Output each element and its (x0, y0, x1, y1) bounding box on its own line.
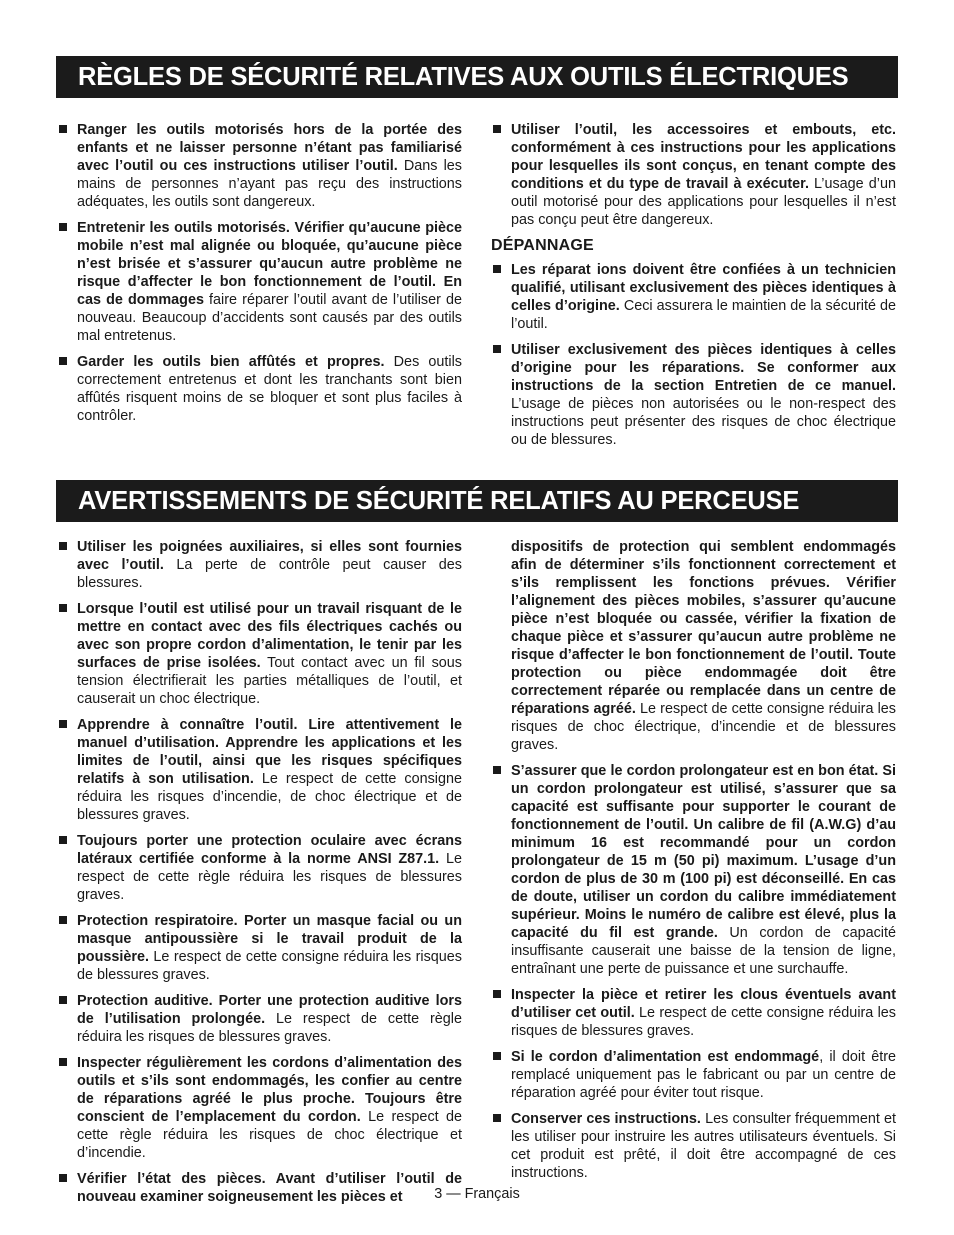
square-bullet-icon (59, 720, 67, 728)
square-bullet-icon (59, 223, 67, 231)
square-bullet-icon (59, 1174, 67, 1182)
section2-right-list (491, 538, 896, 1182)
section-title-drill-warnings: AVERTISSEMENTS DE SÉCURITÉ RELATIFS AU PERCEUSE (56, 480, 898, 522)
square-bullet-icon (59, 1058, 67, 1066)
square-bullet-icon (59, 357, 67, 365)
troubleshooting-list (491, 261, 896, 449)
list-item: Inspecter régulièrement les cordons d’alimentation des outils et s’ils sont endommagés, les confier au centre de réparations agréé le plus proche. Toujours être conscient de l’emplacement du cordon. Le respect de cette règle réduira les risques de choc électrique et d’incendie. (57, 1054, 462, 1162)
square-bullet-icon (493, 990, 501, 998)
list-item: Toujours porter une protection oculaire avec écrans latéraux certifiée conforme à la norme ANSI Z87.1. Le respect de cette règle réduira les risques de blessures graves. (57, 832, 462, 904)
list-item: Lorsque l’outil est utilisé pour un travail risquant de le mettre en contact avec des fils électriques cachés ou avec son propre cordon d’alimentation, le tenir par les surfaces de prise isolées. Tout contact avec un fil sous tension électrifierait les parties métalliques de l’outil, et causerait un choc électrique. (57, 600, 462, 708)
subheading-troubleshooting: DÉPANNAGE (491, 237, 594, 254)
page-footer: 3 — Français (434, 1186, 520, 1202)
square-bullet-icon (493, 1052, 501, 1060)
section2-right-column (491, 538, 896, 1190)
square-bullet-icon (59, 916, 67, 924)
section2-left-column (57, 538, 462, 1214)
square-bullet-icon (59, 125, 67, 133)
list-item: Utiliser les poignées auxiliaires, si elles sont fournies avec l’outil. La perte de contrôle peut causer des blessures. (57, 538, 462, 592)
list-item: Vérifier l’état des pièces. Avant d’utiliser l’outil de nouveau examiner soigneusement les pièces et (57, 1170, 462, 1206)
list-item: Entretenir les outils motorisés. Vérifier qu’aucune pièce mobile n’est mal alignée ou bloquée, qu’aucune pièce n’est brisée et s’assurer qu’aucun autre problème ne risque d’affecter le bon fonctionnement de l’outil. En cas de dommages faire réparer l’outil avant de l’utiliser de nouveau. Beaucoup d’accidents sont causés par des outils mal entretenus. (57, 219, 462, 345)
square-bullet-icon (493, 766, 501, 774)
list-item: Garder les outils bien affûtés et propres. Des outils correctement entretenus et dont les tranchants sont bien affûtés risquent moins de se bloquer et sont plus faciles à contrôler. (57, 353, 462, 425)
square-bullet-icon (59, 996, 67, 1004)
list-item: Ranger les outils motorisés hors de la portée des enfants et ne laisser personne n’étant pas familiarisé avec l’outil ou ces instructions utiliser l’outil. Dans les mains de personnes n’ayant pas reçu des instructions adéquates, les outils sont dangereux. (57, 121, 462, 211)
list-item: S’assurer que le cordon prolongateur est en bon état. Si un cordon prolongateur est utilisé, s’assurer que sa capacité est suffisante pour supporter le courant de fonctionnement de l’outil. Un calibre de fil (A.W.G) d’au minimum 16 est recommandé pour un cordon prolongateur de 15 m (50 pi) maximum. L’usage d’un cordon de plus de 30 m (100 pi) est déconseillé. En cas de doute, utiliser un cordon du calibre immédiatement supérieur. Moins le numéro de calibre est élevé, plus la capacité du fil est grande. Un cordon de capacité insuffisante causerait une baisse de la tension de ligne, entraînant une perte de puissance et une surchauffe. (491, 762, 896, 978)
list-item-continuation: dispositifs de protection qui semblent endommagés afin de déterminer s’ils fonctionnent correctement et s’ils remplissent les fonctions prévues. Vérifier l’alignement des pièces mobiles, s’assurer qu’aucune pièce n’est bloquée ou cassée, vérifier la fixation de chaque pièce et s’assurer qu’aucun autre problème ne risque d’affecter le bon fonctionnement de l’outil. Toute protection ou pièce endommagée doit être correctement réparée ou remplacée dans un centre de réparations agréé. Le respect de cette consigne réduira les risques de choc électrique, d’incendie et de blessures graves. (511, 539, 896, 753)
list-item: Apprendre à connaître l’outil. Lire attentivement le manuel d’utilisation. Apprendre les applications et les limites de l’outil, ainsi que les risques spécifiques relatifs à son utilisation. Le respect de cette consigne réduira les risques d’incendie, de choc électrique et de blessures graves. (57, 716, 462, 824)
square-bullet-icon (493, 265, 501, 273)
list-item: Les réparat ions doivent être confiées à un technicien qualifié, utilisant exclusivement des pièces identiques à celles d’origine. Ceci assurera le maintien de la sécurité de l’outil. (491, 261, 896, 333)
square-bullet-icon (493, 345, 501, 353)
square-bullet-icon (493, 125, 501, 133)
list-item: Si le cordon d’alimentation est endommagé, il doit être remplacé uniquement pas le fabricant ou par un centre de réparation agréé pour éviter tout risque. (491, 1048, 896, 1102)
section1-left-column (57, 121, 462, 433)
section2-left-list (57, 538, 462, 1206)
section-title-power-tool-safety: RÈGLES DE SÉCURITÉ RELATIVES AUX OUTILS ÉLECTRIQUES (56, 56, 898, 98)
section1-right-column (491, 121, 896, 457)
square-bullet-icon (59, 604, 67, 612)
list-item: Protection auditive. Porter une protection auditive lors de l’utilisation prolongée. Le respect de cette règle réduira les risques de blessures graves. (57, 992, 462, 1046)
square-bullet-icon (59, 542, 67, 550)
square-bullet-icon (493, 1114, 501, 1122)
list-item: Utiliser l’outil, les accessoires et embouts, etc. conformément à ces instructions pour les applications pour lesquelles ils sont conçus, en tenant compte des conditions et du type de travail à exécuter. L’usage d’un outil motorisé pour des applications pour lesquelles il n’est pas conçu peut être dangereux. (491, 121, 896, 229)
list-item: Protection respiratoire. Porter un masque facial ou un masque antipoussière si le travail produit de la poussière. Le respect de cette consigne réduira les risques de blessures graves. (57, 912, 462, 984)
list-item: Conserver ces instructions. Les consulter fréquemment et les utiliser pour instruire les autres utilisateurs éventuels. Si cet produit est prêté, il doit être accompagné de ces instructions. (491, 1110, 896, 1182)
section1-right-list (491, 121, 896, 229)
section1-left-list (57, 121, 462, 425)
list-item: Inspecter la pièce et retirer les clous éventuels avant d’utiliser cet outil. Le respect de cette consigne réduira les risques de blessures graves. (491, 986, 896, 1040)
list-item: Utiliser exclusivement des pièces identiques à celles d’origine pour les réparations. Se conformer aux instructions de la section Entretien de ce manuel. L’usage de pièces non autorisées ou le non-respect des instructions peut présenter des risques de choc électrique ou de blessures. (491, 341, 896, 449)
square-bullet-icon (59, 836, 67, 844)
